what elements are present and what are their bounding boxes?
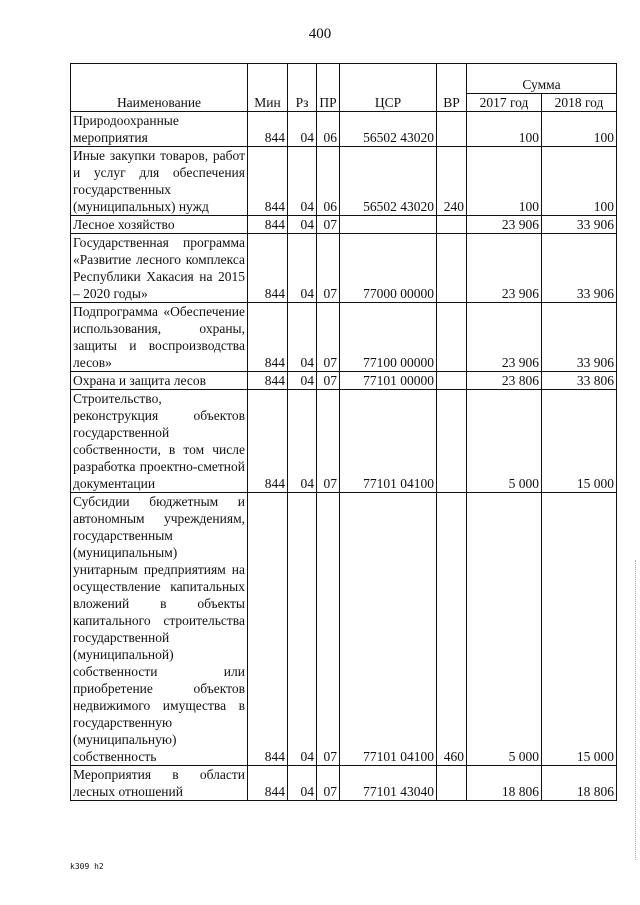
row-rz: 04 <box>288 303 317 372</box>
header-rz: Рз <box>288 64 317 112</box>
row-pr: 07 <box>317 216 340 234</box>
row-min: 844 <box>248 372 288 390</box>
row-2017: 5 000 <box>467 493 542 766</box>
row-2017: 23 906 <box>467 303 542 372</box>
row-vr <box>437 216 467 234</box>
row-vr: 460 <box>437 493 467 766</box>
row-csr <box>340 216 437 234</box>
row-pr: 07 <box>317 372 340 390</box>
row-min: 844 <box>248 234 288 303</box>
row-2018: 18 806 <box>542 766 617 801</box>
header-2018: 2018 год <box>542 94 617 112</box>
row-csr: 77101 04100 <box>340 493 437 766</box>
row-csr: 77101 43040 <box>340 766 437 801</box>
header-2017: 2017 год <box>467 94 542 112</box>
row-rz: 04 <box>288 216 317 234</box>
row-pr: 07 <box>317 766 340 801</box>
row-vr <box>437 112 467 147</box>
row-min: 844 <box>248 390 288 493</box>
row-2018: 33 906 <box>542 303 617 372</box>
table-row <box>71 112 617 147</box>
header-name: Наименование <box>71 64 248 112</box>
table-row <box>71 766 617 801</box>
header-csr: ЦСР <box>340 64 437 112</box>
row-2017: 23 806 <box>467 372 542 390</box>
row-rz: 04 <box>288 112 317 147</box>
row-name: Лесное хозяйство <box>71 216 248 234</box>
row-pr: 06 <box>317 147 340 216</box>
row-rz: 04 <box>288 147 317 216</box>
row-csr: 77101 04100 <box>340 390 437 493</box>
header-vr: ВР <box>437 64 467 112</box>
row-vr <box>437 372 467 390</box>
row-min: 844 <box>248 766 288 801</box>
row-vr <box>437 766 467 801</box>
row-2018: 33 906 <box>542 216 617 234</box>
row-2018: 33 806 <box>542 372 617 390</box>
row-vr <box>437 303 467 372</box>
table-row <box>71 234 617 303</box>
budget-table <box>70 63 617 801</box>
row-pr: 07 <box>317 303 340 372</box>
row-name: Природоохранные мероприятия <box>71 112 248 147</box>
table-row <box>71 493 617 766</box>
row-2018: 15 000 <box>542 493 617 766</box>
row-2017: 18 806 <box>467 766 542 801</box>
header-sum: Сумма <box>467 64 617 94</box>
table-row <box>71 303 617 372</box>
row-min: 844 <box>248 112 288 147</box>
header-min: Мин <box>248 64 288 112</box>
row-vr: 240 <box>437 147 467 216</box>
row-csr: 77100 00000 <box>340 303 437 372</box>
table-row <box>71 216 617 234</box>
row-name: Иные закупки товаров, работ и услуг для обеспечения государственных (муниципальных) нужд <box>71 147 248 216</box>
row-csr: 77000 00000 <box>340 234 437 303</box>
table-row <box>71 390 617 493</box>
row-2017: 23 906 <box>467 234 542 303</box>
row-rz: 04 <box>288 390 317 493</box>
row-min: 844 <box>248 216 288 234</box>
row-min: 844 <box>248 493 288 766</box>
row-pr: 07 <box>317 234 340 303</box>
header-pr: ПР <box>317 64 340 112</box>
row-name: Строительство, реконструкция объектов государственной собственности, в том числе разработка проектно-сметной документации <box>71 390 248 493</box>
row-name: Охрана и защита лесов <box>71 372 248 390</box>
row-2018: 100 <box>542 147 617 216</box>
row-min: 844 <box>248 303 288 372</box>
margin-dots <box>633 560 636 860</box>
row-rz: 04 <box>288 766 317 801</box>
row-vr <box>437 390 467 493</box>
row-csr: 77101 00000 <box>340 372 437 390</box>
row-rz: 04 <box>288 372 317 390</box>
row-2018: 15 000 <box>542 390 617 493</box>
row-rz: 04 <box>288 493 317 766</box>
row-2018: 100 <box>542 112 617 147</box>
row-2017: 5 000 <box>467 390 542 493</box>
row-2018: 33 906 <box>542 234 617 303</box>
row-csr: 56502 43020 <box>340 112 437 147</box>
row-vr <box>437 234 467 303</box>
row-csr: 56502 43020 <box>340 147 437 216</box>
row-2017: 23 906 <box>467 216 542 234</box>
row-min: 844 <box>248 147 288 216</box>
row-2017: 100 <box>467 112 542 147</box>
page-number: 400 <box>308 26 332 42</box>
table-row <box>71 147 617 216</box>
row-2017: 100 <box>467 147 542 216</box>
row-name: Мероприятия в области лесных отношений <box>71 766 248 801</box>
row-pr: 06 <box>317 112 340 147</box>
row-name: Субсидии бюджетным и автономным учреждениям, государственным (муниципальным) унитарным предприятиям на осуществление капитальных вложений в объекты капитального строительства государственной (муниципальной) собственности или приобретение объектов недвижимого имущества в государственную (муниципальную) собственность <box>71 493 248 766</box>
row-pr: 07 <box>317 493 340 766</box>
page-footer: k309 h2 <box>70 862 104 871</box>
table-row <box>71 372 617 390</box>
row-name: Государственная программа «Развитие лесного комплекса Республики Хакасия на 2015 – 2020 годы» <box>71 234 248 303</box>
row-rz: 04 <box>288 234 317 303</box>
row-pr: 07 <box>317 390 340 493</box>
row-name: Подпрограмма «Обеспечение использования, охраны, защиты и воспроизводства лесов» <box>71 303 248 372</box>
